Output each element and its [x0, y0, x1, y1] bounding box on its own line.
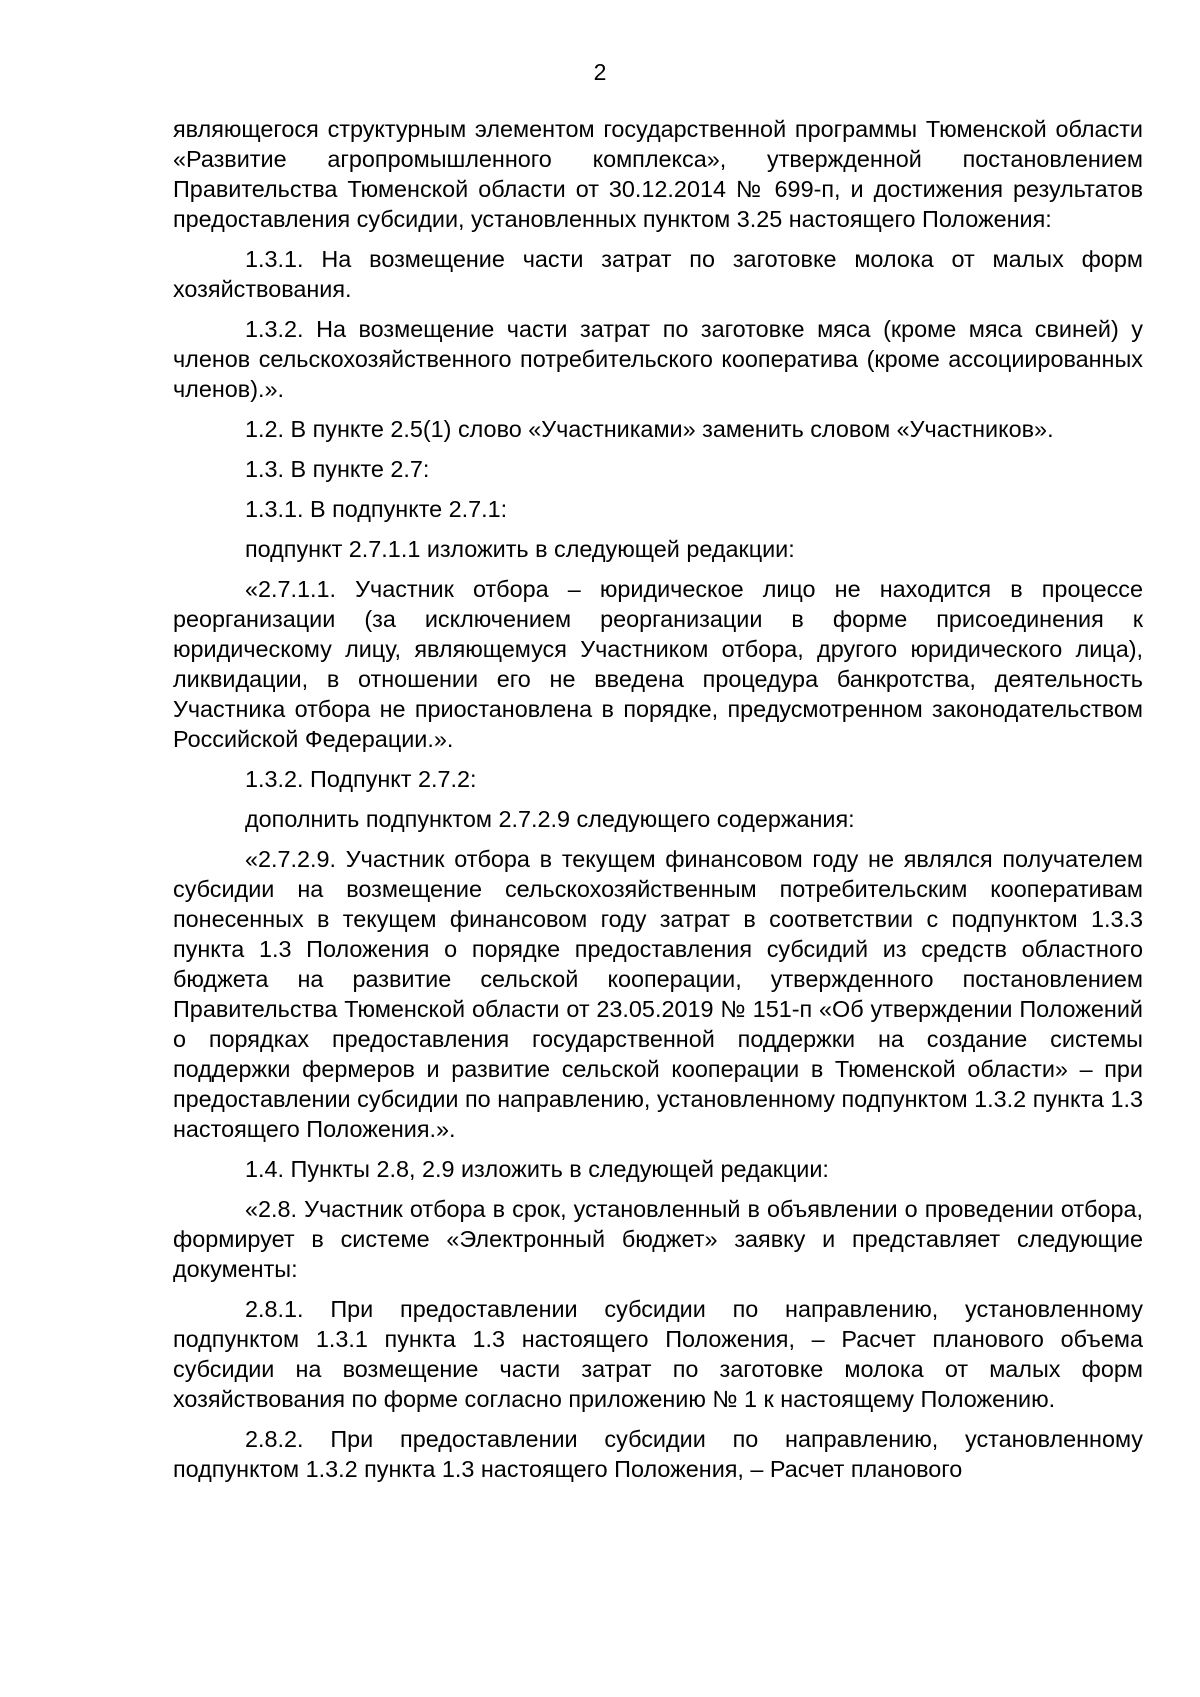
paragraph: дополнить подпунктом 2.7.2.9 следующего содержания: [245, 806, 855, 832]
paragraph: являющегося структурным элементом государственной программы Тюменской области «Развитие агропромышленного комплекса», утвержденной постановлением Правительства Тюменской области от 30.12.2014 № 699-п, и достижения результатов предоставления субсидии, установленных пунктом 3.25 настоящего Положения: [173, 116, 1143, 232]
page-number: 2 [593, 59, 607, 85]
paragraph: 1.3.1. На возмещение части затрат по заготовке молока от малых форм хозяйствования. [173, 246, 1143, 302]
paragraph: 1.3.2. На возмещение части затрат по заготовке мяса (кроме мяса свиней) у членов сельскохозяйственного потребительского кооператива (кроме ассоциированных членов).». [173, 316, 1143, 402]
document-body [173, 114, 1143, 1494]
paragraph: «2.7.1.1. Участник отбора – юридическое лицо не находится в процессе реорганизации (за исключением реорганизации в форме присоединения к юридическому лицу, являющемуся Участником отбора, другого юридического лица), ликвидации, в отношении его не введена процедура банкротства, деятельность Участника отбора не приостановлена в порядке, предусмотренном законодательством Российской Федерации.». [173, 576, 1143, 752]
paragraph: 2.8.1. При предоставлении субсидии по направлению, установленному подпунктом 1.3.1 пункта 1.3 настоящего Положения, – Расчет планового объема субсидии на возмещение части затрат по заготовке молока от малых форм хозяйствования по форме согласно приложению № 1 к настоящему Положению. [173, 1296, 1143, 1412]
paragraph: 1.3.1. В подпункте 2.7.1: [245, 496, 508, 522]
paragraph: 2.8.2. При предоставлении субсидии по направлению, установленному подпунктом 1.3.2 пункта 1.3 настоящего Положения, – Расчет планового [173, 1426, 1143, 1482]
paragraph: 1.3.2. Подпункт 2.7.2: [245, 766, 477, 792]
paragraph: 1.2. В пункте 2.5(1) слово «Участниками» заменить словом «Участников». [245, 416, 1054, 442]
paragraph: «2.7.2.9. Участник отбора в текущем финансовом году не являлся получателем субсидии на возмещение сельскохозяйственным потребительским кооперативам понесенных в текущем финансовом году затрат в соответствии с подпунктом 1.3.3 пункта 1.3 Положения о порядке предоставления субсидий из средств областного бюджета на развитие сельской кооперации, утвержденного постановлением Правительства Тюменской области от 23.05.2019 № 151-п «Об утверждении Положений о порядках предоставления государственной поддержки на создание системы поддержки фермеров и развитие сельской кооперации в Тюменской области» – при предоставлении субсидии по направлению, установленному подпунктом 1.3.2 пункта 1.3 настоящего Положения.». [173, 846, 1143, 1142]
paragraph: 1.4. Пункты 2.8, 2.9 изложить в следующей редакции: [245, 1156, 829, 1182]
paragraph: «2.8. Участник отбора в срок, установленный в объявлении о проведении отбора, формирует в системе «Электронный бюджет» заявку и представляет следующие документы: [173, 1196, 1143, 1282]
paragraph: подпункт 2.7.1.1 изложить в следующей редакции: [245, 536, 795, 562]
paragraph: 1.3. В пункте 2.7: [245, 456, 430, 482]
